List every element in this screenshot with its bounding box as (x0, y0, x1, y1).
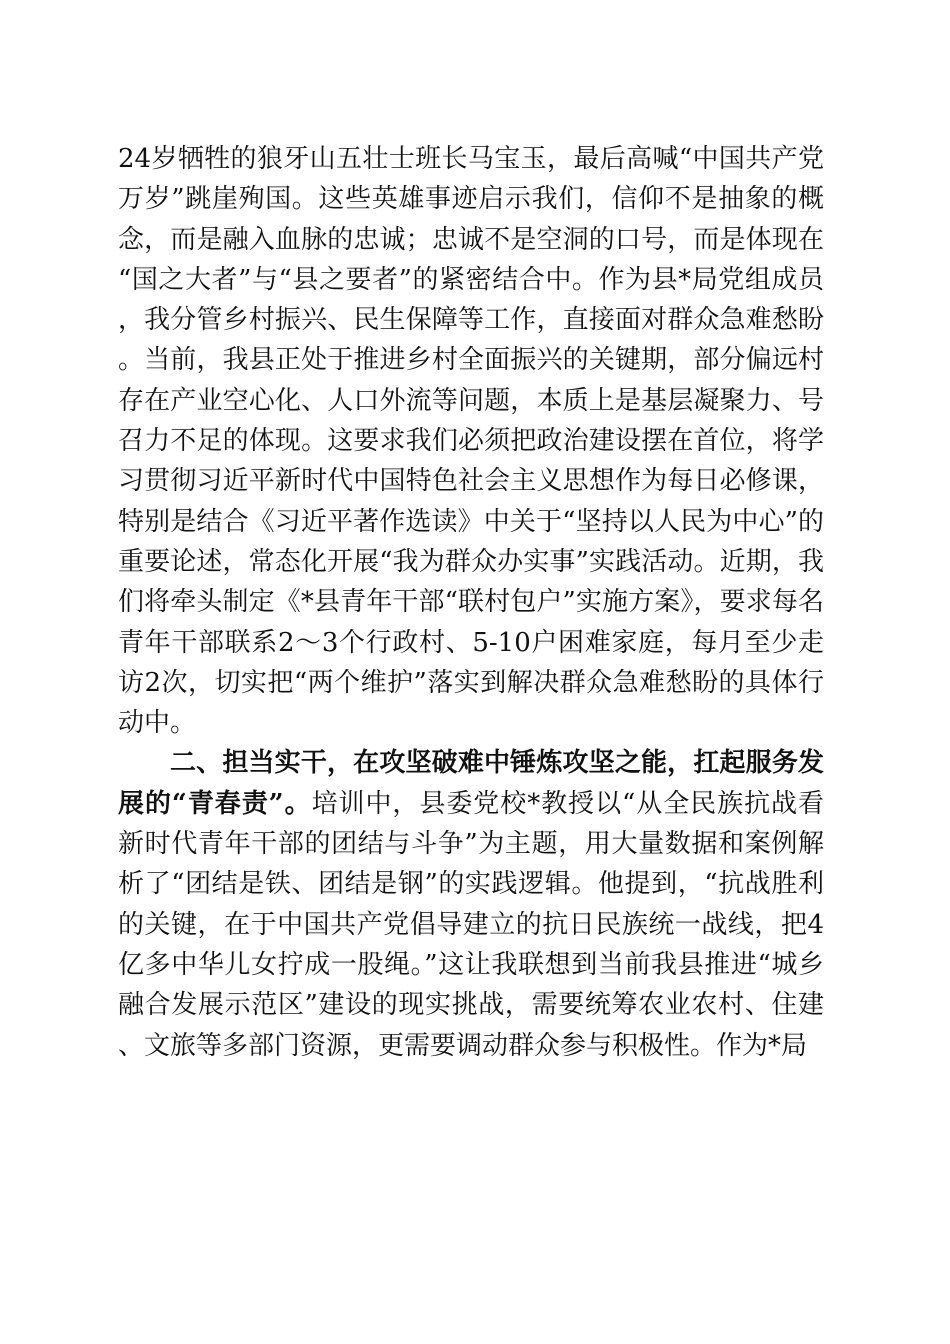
paragraph-2 (118, 743, 824, 1065)
section-heading: 二、担当实干，在攻坚破难中锤炼攻坚之能，扛起服务发展的“青春责”。 (118, 748, 824, 819)
document-body (118, 139, 824, 1066)
paragraph-2-body: 培训中，县委党校*教授以“从全民族抗战看新时代青年干部的团结与斗争”为主题，用大量数据和案例解析了“团结是铁、团结是钢”的实践逻辑。他提到，“抗战胜利的关键，在于中国共产党倡导建立的抗日民族统一战线，把4亿多中华儿女拧成一股绳。”这让我联想到当前我县推进“城乡融合发展示范区”建设的现实挑战，需要统筹农业农村、住建、文旅等多部门资源，更需要调动群众参与积极性。作为*局 (118, 788, 824, 1061)
paragraph-1: 24岁牺牲的狼牙山五壮士班长马宝玉，最后高喊“中国共产党万岁”跳崖殉国。这些英雄事迹启示我们，信仰不是抽象的概念，而是融入血脉的忠诚；忠诚不是空洞的口号，而是体现在“国之大者”与“县之要者”的紧密结合中。作为县*局党组成员，我分管乡村振兴、民生保障等工作，直接面对群众急难愁盼。当前，我县正处于推进乡村全面振兴的关键期，部分偏远村存在产业空心化、人口外流等问题，本质上是基层凝聚力、号召力不足的体现。这要求我们必须把政治建设摆在首位，将学习贯彻习近平新时代中国特色社会主义思想作为每日必修课，特别是结合《习近平著作选读》中关于“坚持以人民为中心”的重要论述，常态化开展“我为群众办实事”实践活动。近期，我们将牵头制定《*县青年干部“联村包户”实施方案》，要求每名青年干部联系2～3个行政村、5-10户困难家庭，每月至少走访2次，切实把“两个维护”落实到解决群众急难愁盼的具体行动中。 (118, 144, 824, 739)
